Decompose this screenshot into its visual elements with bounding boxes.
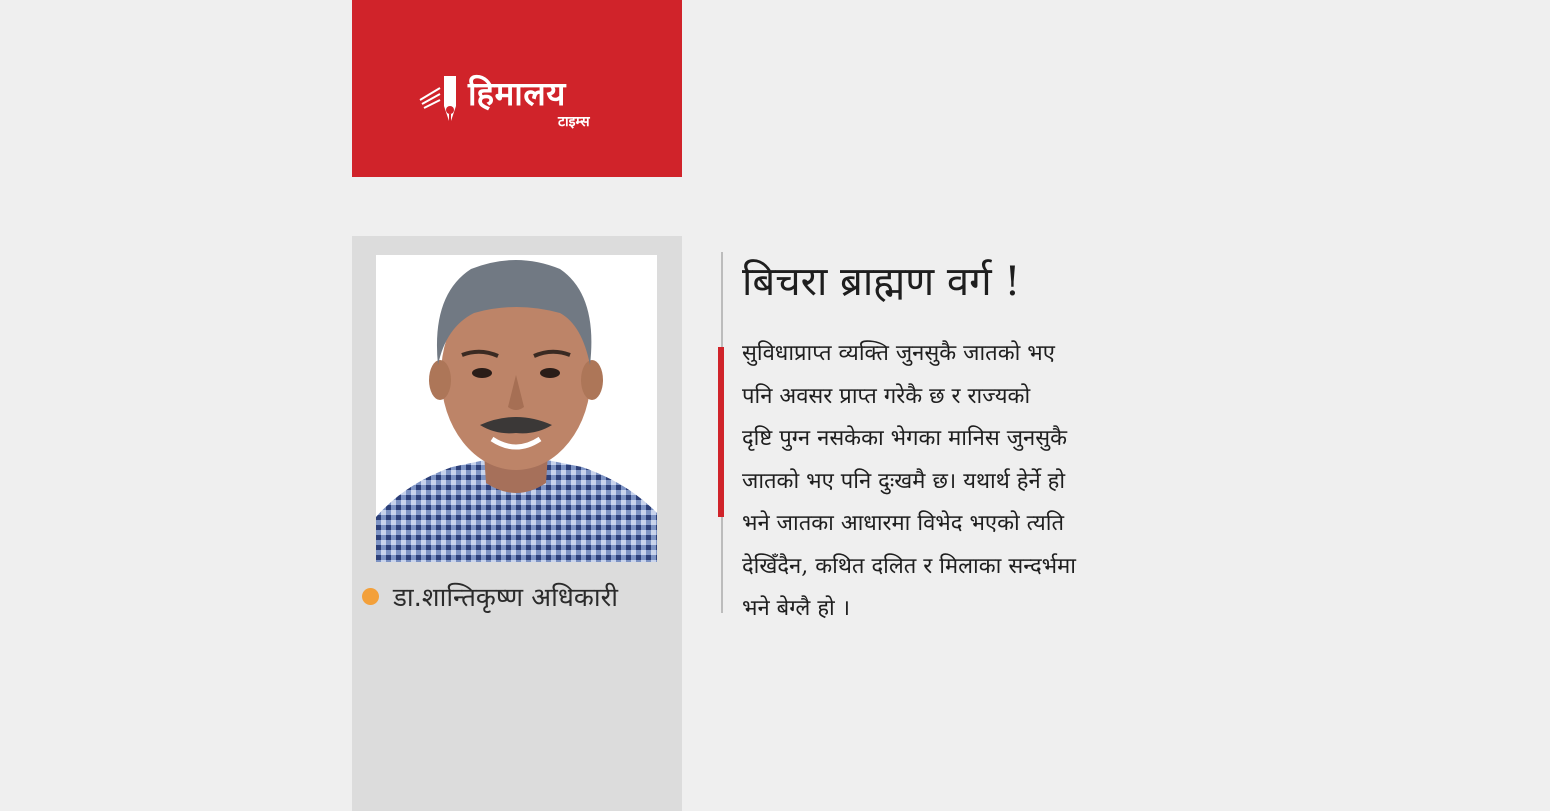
- article-excerpt: [742, 333, 1202, 631]
- dot-icon: [362, 588, 379, 605]
- excerpt-line: जातको भए पनि दुःखमै छ। यथार्थ हेर्ने हो: [742, 468, 1066, 494]
- pen-nib-icon: [418, 72, 470, 136]
- author-byline: [360, 578, 680, 614]
- excerpt-line: पनि अवसर प्राप्त गरेकै छ र राज्यको: [742, 383, 1031, 409]
- excerpt-line: दृष्टि पुग्न नसकेका भेगका मानिस जुनसुकै: [742, 426, 1068, 451]
- article-headline[interactable]: बिचरा ब्राह्मण वर्ग !: [742, 259, 1021, 305]
- excerpt-line: भने जातका आधारमा विभेद भएको त्यति: [742, 511, 1065, 536]
- himalaya-times-logo[interactable]: [418, 72, 618, 136]
- author-photo: [376, 255, 657, 562]
- excerpt-line: देखिँदैन, कथित दलित र मिलाका सन्दर्भमा: [742, 553, 1076, 579]
- accent-bar: [718, 347, 724, 517]
- excerpt-line: सुविधाप्राप्त व्यक्ति जुनसुकै जातको भए: [742, 341, 1055, 366]
- author-name: डा.शान्तिकृष्ण अधिकारी: [393, 583, 618, 613]
- excerpt-line: भने बेग्लै हो ।: [742, 596, 851, 621]
- logo-wordmark: हिमालय: [468, 74, 566, 113]
- logo-subtitle: टाइम्स: [558, 114, 590, 130]
